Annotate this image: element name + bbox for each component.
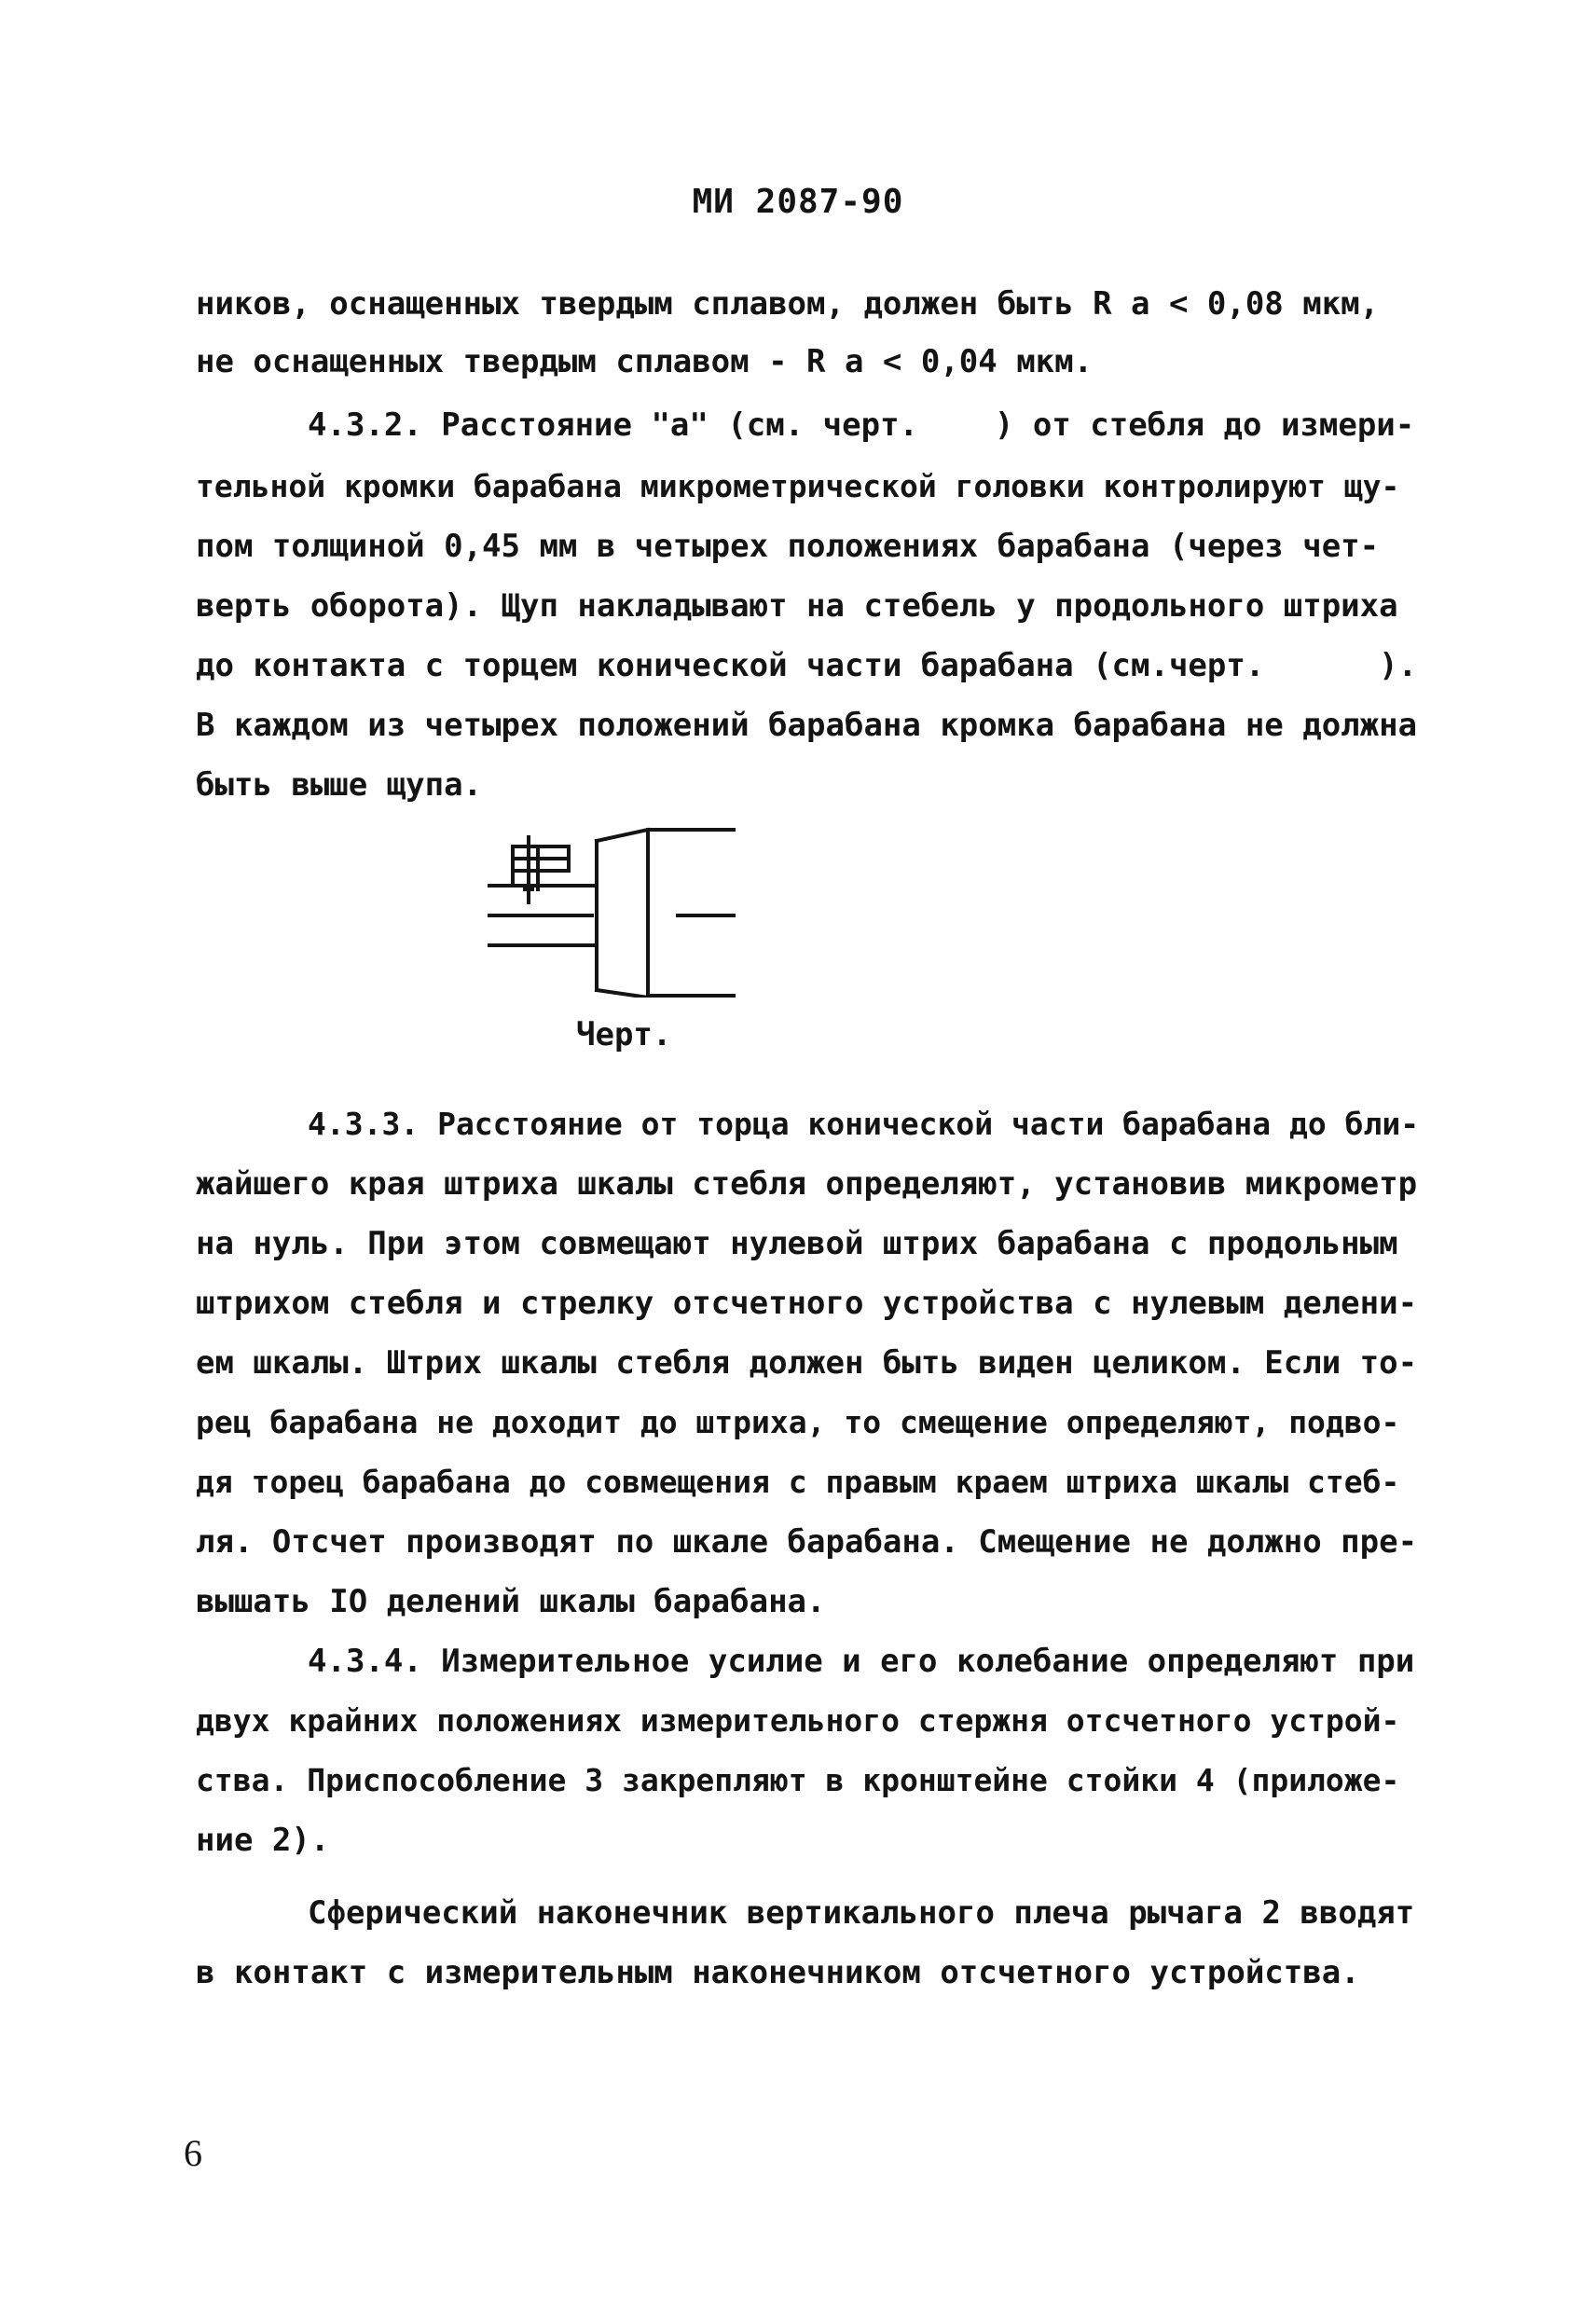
text-line: двух крайних положениях измерительного стержня отсчетного устрой- xyxy=(196,1702,1400,1739)
text-line: ние 2). xyxy=(196,1822,330,1859)
text-line: пом толщиной 0,45 мм в четырех положениях барабана (через чет- xyxy=(196,528,1380,565)
figure-caption: Черт. xyxy=(576,1016,672,1053)
text-line: ля. Отсчет производят по шкале барабана. Смещение не должно пре- xyxy=(196,1523,1418,1561)
micrometer-drum-drawing xyxy=(471,820,750,998)
text-line: вышать IO делений шкалы барабана. xyxy=(196,1583,826,1620)
text-line: ников, оснащенных твердым сплавом, должен быть R a < 0,08 мкм, xyxy=(196,285,1380,323)
text-line: на нуль. При этом совмещают нулевой штрих барабана с продольным xyxy=(196,1225,1398,1262)
text-line: жайшего края штриха шкалы стебля определяют, установив микрометр xyxy=(196,1165,1418,1203)
text-line: не оснащенных твердым сплавом - R a < 0,04 мкм. xyxy=(196,343,1094,380)
section-4-3-3-line: 4.3.3. Расстояние от торца конической части барабана до бли- xyxy=(308,1106,1420,1142)
text-line: ства. Приспособление 3 закрепляют в кронштейне стойки 4 (приложе- xyxy=(196,1762,1400,1798)
text-line: ем шкалы. Штрих шкалы стебля должен быть виден целиком. Если то- xyxy=(196,1344,1418,1382)
text-line: В каждом из четырех положений барабана кромка барабана не должна xyxy=(196,707,1418,744)
text-line: быть выше щупа. xyxy=(196,766,483,804)
text-line: дя торец барабана до совмещения с правым краем штриха шкалы стеб- xyxy=(196,1464,1400,1500)
text-line: верть оборота). Щуп накладывают на стебель у продольного штриха xyxy=(196,587,1398,625)
text-line: тельной кромки барабана микрометрической головки контролируют щу- xyxy=(196,468,1400,504)
text-line: рец барабана не доходит до штриха, то смещение определяют, подво- xyxy=(196,1404,1400,1440)
text-line: до контакта с торцем конической части барабана (см.черт. ). xyxy=(196,647,1418,684)
text-line: в контакт с измерительным наконечником отсчетного устройства. xyxy=(196,1954,1360,1991)
page-number: 6 xyxy=(184,2132,202,2174)
section-4-3-4-line: 4.3.4. Измерительное усилие и его колебание определяют при xyxy=(308,1643,1415,1680)
section-4-3-2-line: 4.3.2. Расстояние "а" (см. черт. ) от стебля до измери- xyxy=(308,406,1415,444)
drum-cone-top xyxy=(597,830,648,841)
drum-cone-bottom xyxy=(597,990,648,998)
text-line: Сферический наконечник вертикального плеча рычага 2 вводят xyxy=(308,1894,1415,1932)
document-code-header: МИ 2087-90 xyxy=(692,183,904,221)
text-line: штрихом стебля и стрелку отсчетного устройства с нулевым делени- xyxy=(196,1285,1418,1322)
